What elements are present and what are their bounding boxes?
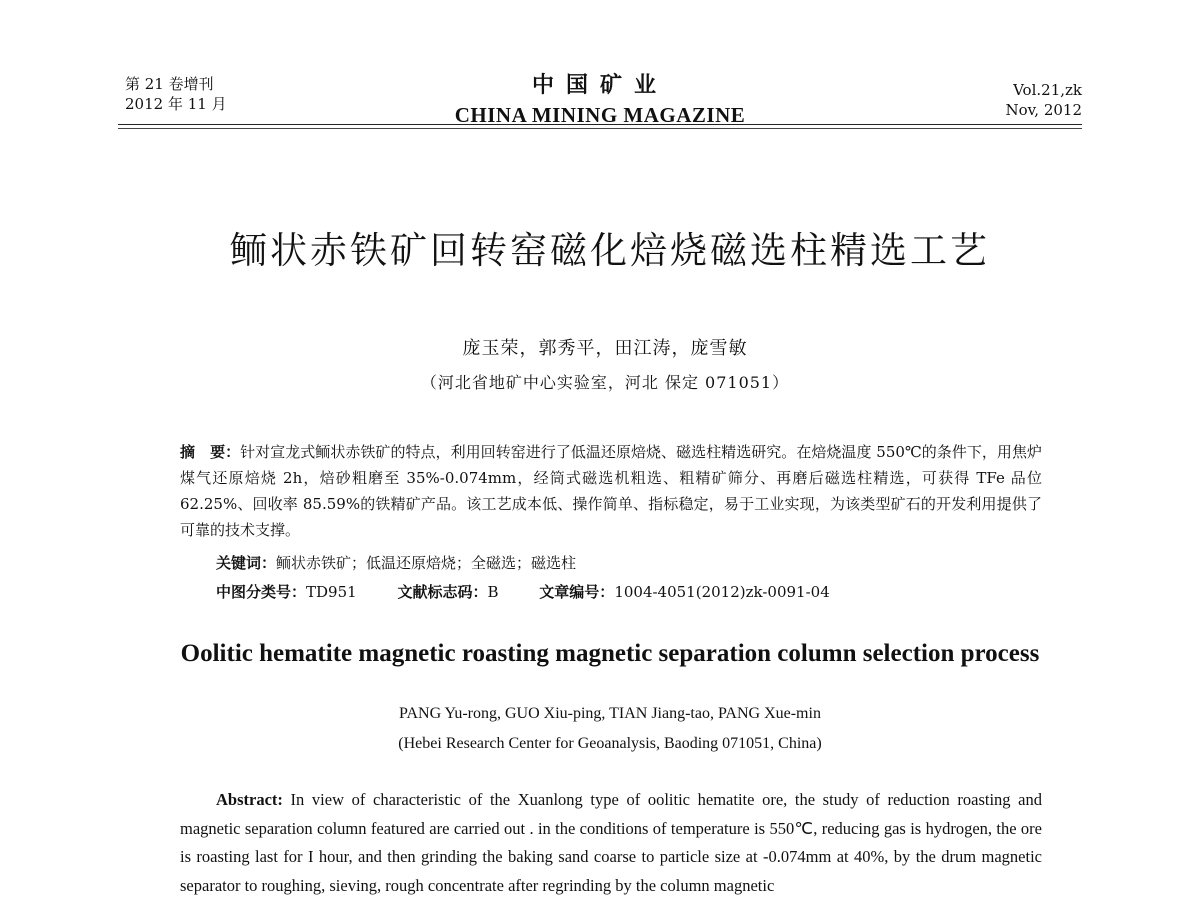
abstract-cn-text: 针对宣龙式鲕状赤铁矿的特点，利用回转窑进行了低温还原焙烧、磁选柱精选研究。在焙烧温度 550℃的条件下，用焦炉煤气还原焙烧 2h，焙砂粗磨至 35%-0.074mm，经筒式磁选机粗选、粗精矿筛分、再磨后磁选柱精选，可获得 TFe 品位 62.25%、回收率 85.59%的铁精矿产品。该工艺成本低、操作简单、指标稳定，易于工业实现，为该类型矿石的开发利用提供了可靠的技术支撑。 [180,443,1042,539]
volume-issue: 第 21 卷增刊 [125,75,214,93]
clc-number: 中图分类号：TD951 [216,583,357,601]
abstract-cn-label: 摘 要： [180,443,241,461]
affiliation-en: (Hebei Research Center for Geoanalysis, Baoding 071051, China) [398,735,822,752]
abstract-cn [180,439,1042,543]
journal-name-cn: 中国矿业 [531,73,668,98]
authors-en: PANG Yu-rong, GUO Xiu-ping, TIAN Jiang-tao, PANG Xue-min [399,705,821,722]
header-rule-top [118,124,1082,125]
classification-line [216,579,866,605]
keywords-text: 鲕状赤铁矿；低温还原焙烧；全磁选；磁选柱 [276,554,577,572]
date-en: Nov, 2012 [1005,101,1082,119]
journal-name-en: CHINA MINING MAGAZINE [454,103,746,127]
paper-title-en: Oolitic hematite magnetic roasting magnetic separation column selection process [180,640,1040,667]
document-code: 文献标志码：B [397,583,499,601]
keywords-label: 关键词： [216,554,277,572]
article-number: 文章编号：1004-4051(2012)zk-0091-04 [539,583,830,601]
affiliation-cn: （河北省地矿中心实验室，河北 保定 071051） [420,373,790,392]
header-rule-bottom [118,128,1082,129]
abstract-en-text: In view of characteristic of the Xuanlong type of oolitic hematite ore, the study of reduction roasting and magnetic separation column featured are carried out . in the conditions of temperature is 550℃, reducing gas is hydrogen, the ore is roasting last for I hour, and then grinding the baking sand coarse to particle size at -0.074mm at 40%, by the drum magnetic separator to roughing, sieving, rough concentrate after regrinding by the column magnetic [180,790,1042,895]
volume-en: Vol.21,zk [1013,81,1082,99]
abstract-en [180,786,1042,900]
publication-date: 2012 年 11 月 [125,95,227,113]
volume-info-en [1005,80,1082,120]
abstract-en-label: Abstract: [216,790,283,809]
paper-title-cn: 鲕状赤铁矿回转窑磁化焙烧磁选柱精选工艺 [230,229,990,272]
authors-cn: 庞玉荣，郭秀平，田江涛，庞雪敏 [462,338,748,359]
keywords-cn [216,550,576,576]
